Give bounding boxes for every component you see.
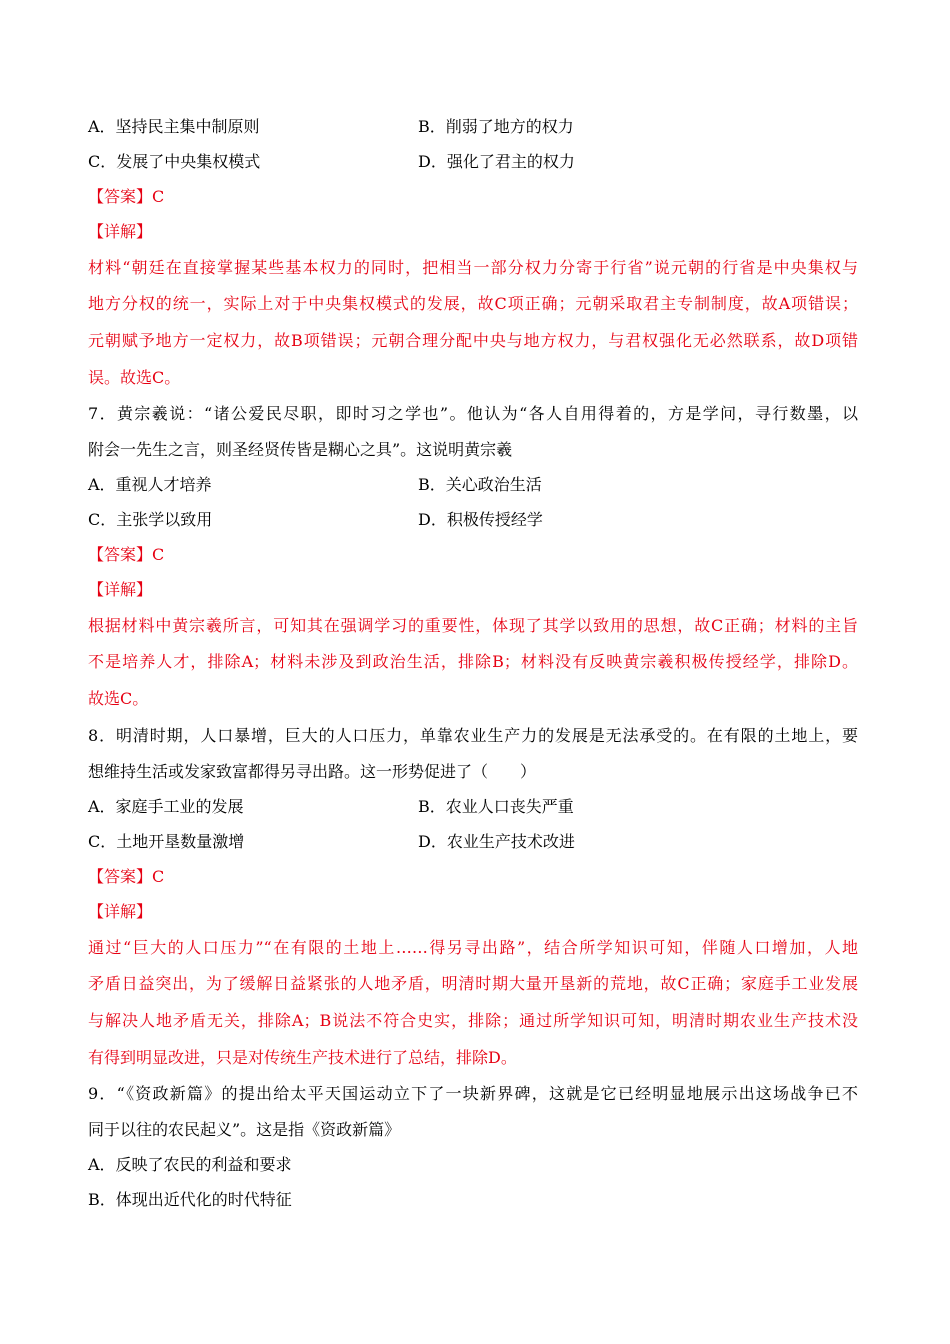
q6-option-b: B．削弱了地方的权力 bbox=[418, 117, 574, 136]
q8-option-d: D．农业生产技术改进 bbox=[418, 832, 575, 851]
q6-option-a: A．坚持民主集中制原则 bbox=[88, 117, 260, 136]
q8-stem-line: 8．明清时期，人口暴增，巨大的人口压力，单靠农业生产力的发展是无法承受的。在有限的土地上，要 bbox=[88, 726, 858, 745]
q7-option-b: B．关心政治生活 bbox=[418, 475, 542, 494]
q8-option-b: B．农业人口丧失严重 bbox=[418, 797, 574, 816]
q7-option-d: D．积极传授经学 bbox=[418, 510, 543, 529]
q9-stem-line: 同于以往的农民起义”。这是指《资政新篇》 bbox=[88, 1120, 401, 1139]
q6-option-d: D．强化了君主的权力 bbox=[418, 152, 575, 171]
q7-stem-line: 附会一先生之言，则圣经贤传皆是糊心之具”。这说明黄宗羲 bbox=[88, 440, 513, 459]
q8-explanation-line: 有得到明显改进，只是对传统生产技术进行了总结，排除D。 bbox=[88, 1048, 517, 1067]
q6-detail-label: 【详解】 bbox=[88, 222, 153, 241]
q8-explanation-line: 矛盾日益突出，为了缓解日益紧张的人地矛盾，明清时期大量开垦新的荒地，故C正确；家庭手工业发展 bbox=[88, 974, 858, 993]
q8-explanation-line: 通过“巨大的人口压力”“在有限的土地上……得另寻出路”，结合所学知识可知，伴随人口增加，人地 bbox=[88, 938, 858, 957]
q6-explanation-line: 材料“朝廷在直接掌握某些基本权力的同时，把相当一部分权力分寄于行省”说元朝的行省是中央集权与 bbox=[88, 258, 858, 277]
q9-option-b: B．体现出近代化的时代特征 bbox=[88, 1190, 292, 1209]
q7-explanation-line: 故选C。 bbox=[88, 689, 149, 708]
q6-explanation-line: 误。故选C。 bbox=[88, 368, 181, 387]
q8-answer: 【答案】C bbox=[88, 867, 165, 886]
q8-option-a: A．家庭手工业的发展 bbox=[88, 797, 244, 816]
q8-detail-label: 【详解】 bbox=[88, 902, 153, 921]
q8-stem-line: 想维持生活或发家致富都得另寻出路。这一形势促进了（ ） bbox=[88, 762, 537, 781]
q7-explanation-line: 根据材料中黄宗羲所言，可知其在强调学习的重要性，体现了其学以致用的思想，故C正确；材料的主旨 bbox=[88, 616, 858, 635]
q8-explanation-line: 与解决人地矛盾无关，排除A；B说法不符合史实，排除；通过所学知识可知，明清时期农业生产技术没 bbox=[88, 1011, 858, 1030]
q7-answer: 【答案】C bbox=[88, 545, 165, 564]
q9-stem-line: 9．“《资政新篇》的提出给太平天国运动立下了一块新界碑，这就是它已经明显地展示出这场战争已不 bbox=[88, 1084, 858, 1103]
q7-detail-label: 【详解】 bbox=[88, 580, 153, 599]
q7-option-c: C．主张学以致用 bbox=[88, 510, 213, 529]
q8-option-c: C．土地开垦数量激增 bbox=[88, 832, 245, 851]
q6-option-c: C．发展了中央集权模式 bbox=[88, 152, 261, 171]
q7-explanation-line: 不是培养人才，排除A；材料未涉及到政治生活，排除B；材料没有反映黄宗羲积极传授经学，排除D。 bbox=[88, 652, 858, 671]
q6-explanation-line: 元朝赋予地方一定权力，故B项错误；元朝合理分配中央与地方权力，与君权强化无必然联系，故D项错 bbox=[88, 331, 858, 350]
q7-stem-line: 7．黄宗羲说：“诸公爱民尽职，即时习之学也”。他认为“各人自用得着的，方是学问，寻行数墨，以 bbox=[88, 404, 858, 423]
q9-option-a: A．反映了农民的利益和要求 bbox=[88, 1155, 292, 1174]
q6-explanation-line: 地方分权的统一，实际上对于中央集权模式的发展，故C项正确；元朝采取君主专制制度，故A项错误； bbox=[88, 294, 858, 313]
q7-option-a: A．重视人才培养 bbox=[88, 475, 212, 494]
q6-answer: 【答案】C bbox=[88, 187, 165, 206]
